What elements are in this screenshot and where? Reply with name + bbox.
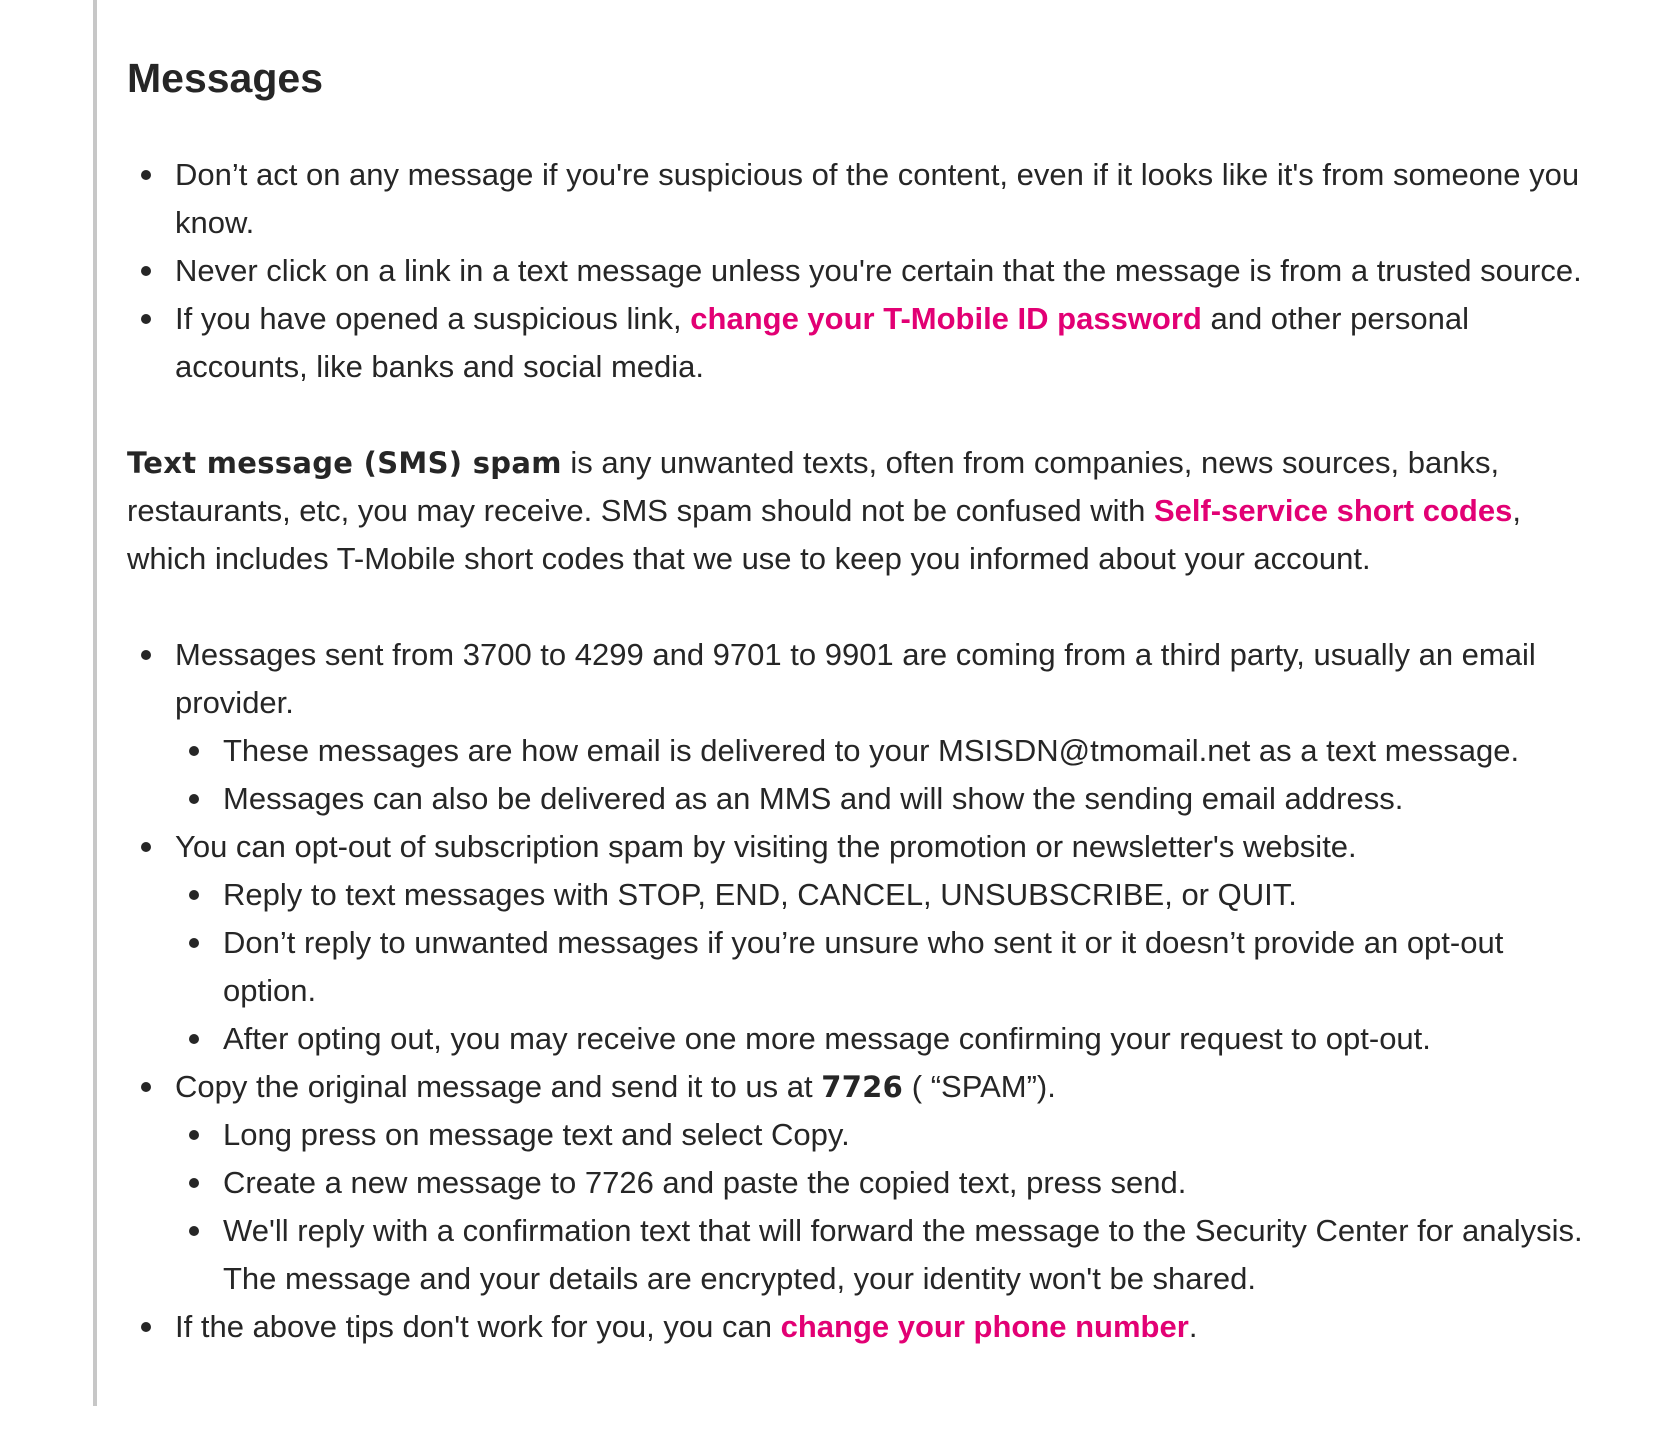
spam-short-code: 7726 bbox=[821, 1070, 904, 1104]
list-item: You can opt-out of subscription spam by visiting the promotion or newsletter's website. Reply to text messages with STOP, END, CANCEL, UNSUBSCRIBE, or QUIT. Don’t reply to unwanted messages if you’re unsure who sent it or it doesn’t provide an opt-out option. After opting out, you may receive one more message confirming your request to opt-out. bbox=[175, 823, 1592, 1063]
change-phone-number-link[interactable]: change your phone number bbox=[780, 1309, 1189, 1344]
change-password-link[interactable]: change your T-Mobile ID password bbox=[690, 301, 1202, 336]
self-service-short-codes-link[interactable]: Self-service short codes bbox=[1153, 493, 1513, 528]
list-item: Don’t reply to unwanted messages if you’re unsure who sent it or it doesn’t provide an opt-out option. bbox=[223, 919, 1592, 1015]
list-item: Never click on a link in a text message unless you're certain that the message is from a trusted source. bbox=[175, 247, 1592, 295]
list-item: These messages are how email is delivered to your MSISDN@tmomail.net as a text message. bbox=[223, 727, 1592, 775]
sms-spam-list bbox=[127, 631, 1592, 1351]
list-item: If you have opened a suspicious link, change your T-Mobile ID password and other personal accounts, like banks and social media. bbox=[175, 295, 1592, 391]
article-content bbox=[127, 52, 1592, 1351]
page-title: Messages bbox=[127, 55, 324, 101]
sub-list bbox=[175, 727, 1592, 823]
list-item: Long press on message text and select Copy. bbox=[223, 1111, 1592, 1159]
list-item: After opting out, you may receive one more message confirming your request to opt-out. bbox=[223, 1015, 1592, 1063]
list-item: Don’t act on any message if you're suspicious of the content, even if it looks like it's from someone you know. bbox=[175, 151, 1592, 247]
list-item: Messages can also be delivered as an MMS and will show the sending email address. bbox=[223, 775, 1592, 823]
sms-spam-paragraph: Text message (SMS) spam is any unwanted texts, often from companies, news sources, banks, restaurants, etc, you may receive. SMS spam should not be confused with Self-service short codes, which includes T-Mobile short codes that we use to keep you informed about your account. bbox=[127, 445, 1521, 576]
list-item: Reply to text messages with STOP, END, CANCEL, UNSUBSCRIBE, or QUIT. bbox=[223, 871, 1592, 919]
list-item: Create a new message to 7726 and paste the copied text, press send. bbox=[223, 1159, 1592, 1207]
list-item: Copy the original message and send it to us at 7726 ( “SPAM”). Long press on message text and select Copy. Create a new message to 7726 and paste the copied text, press send. We'll reply with a confirmation text that will forward the message to the Security Center for analysis. The message and your details are encrypted, your identity won't be shared. bbox=[175, 1063, 1592, 1303]
left-border-rule bbox=[93, 0, 97, 1406]
sub-list bbox=[175, 871, 1592, 1063]
tips-list bbox=[127, 151, 1592, 391]
list-item: We'll reply with a confirmation text that will forward the message to the Security Center for analysis. The message and your details are encrypted, your identity won't be shared. bbox=[223, 1207, 1592, 1303]
list-item: If the above tips don't work for you, you can change your phone number. bbox=[175, 1303, 1592, 1351]
sub-list bbox=[175, 1111, 1592, 1303]
list-item: Messages sent from 3700 to 4299 and 9701 to 9901 are coming from a third party, usually an email provider. These messages are how email is delivered to your MSISDN@tmomail.net as a text message. Messages can also be delivered as an MMS and will show the sending email address. bbox=[175, 631, 1592, 823]
sms-spam-term: Text message (SMS) spam bbox=[127, 446, 562, 480]
